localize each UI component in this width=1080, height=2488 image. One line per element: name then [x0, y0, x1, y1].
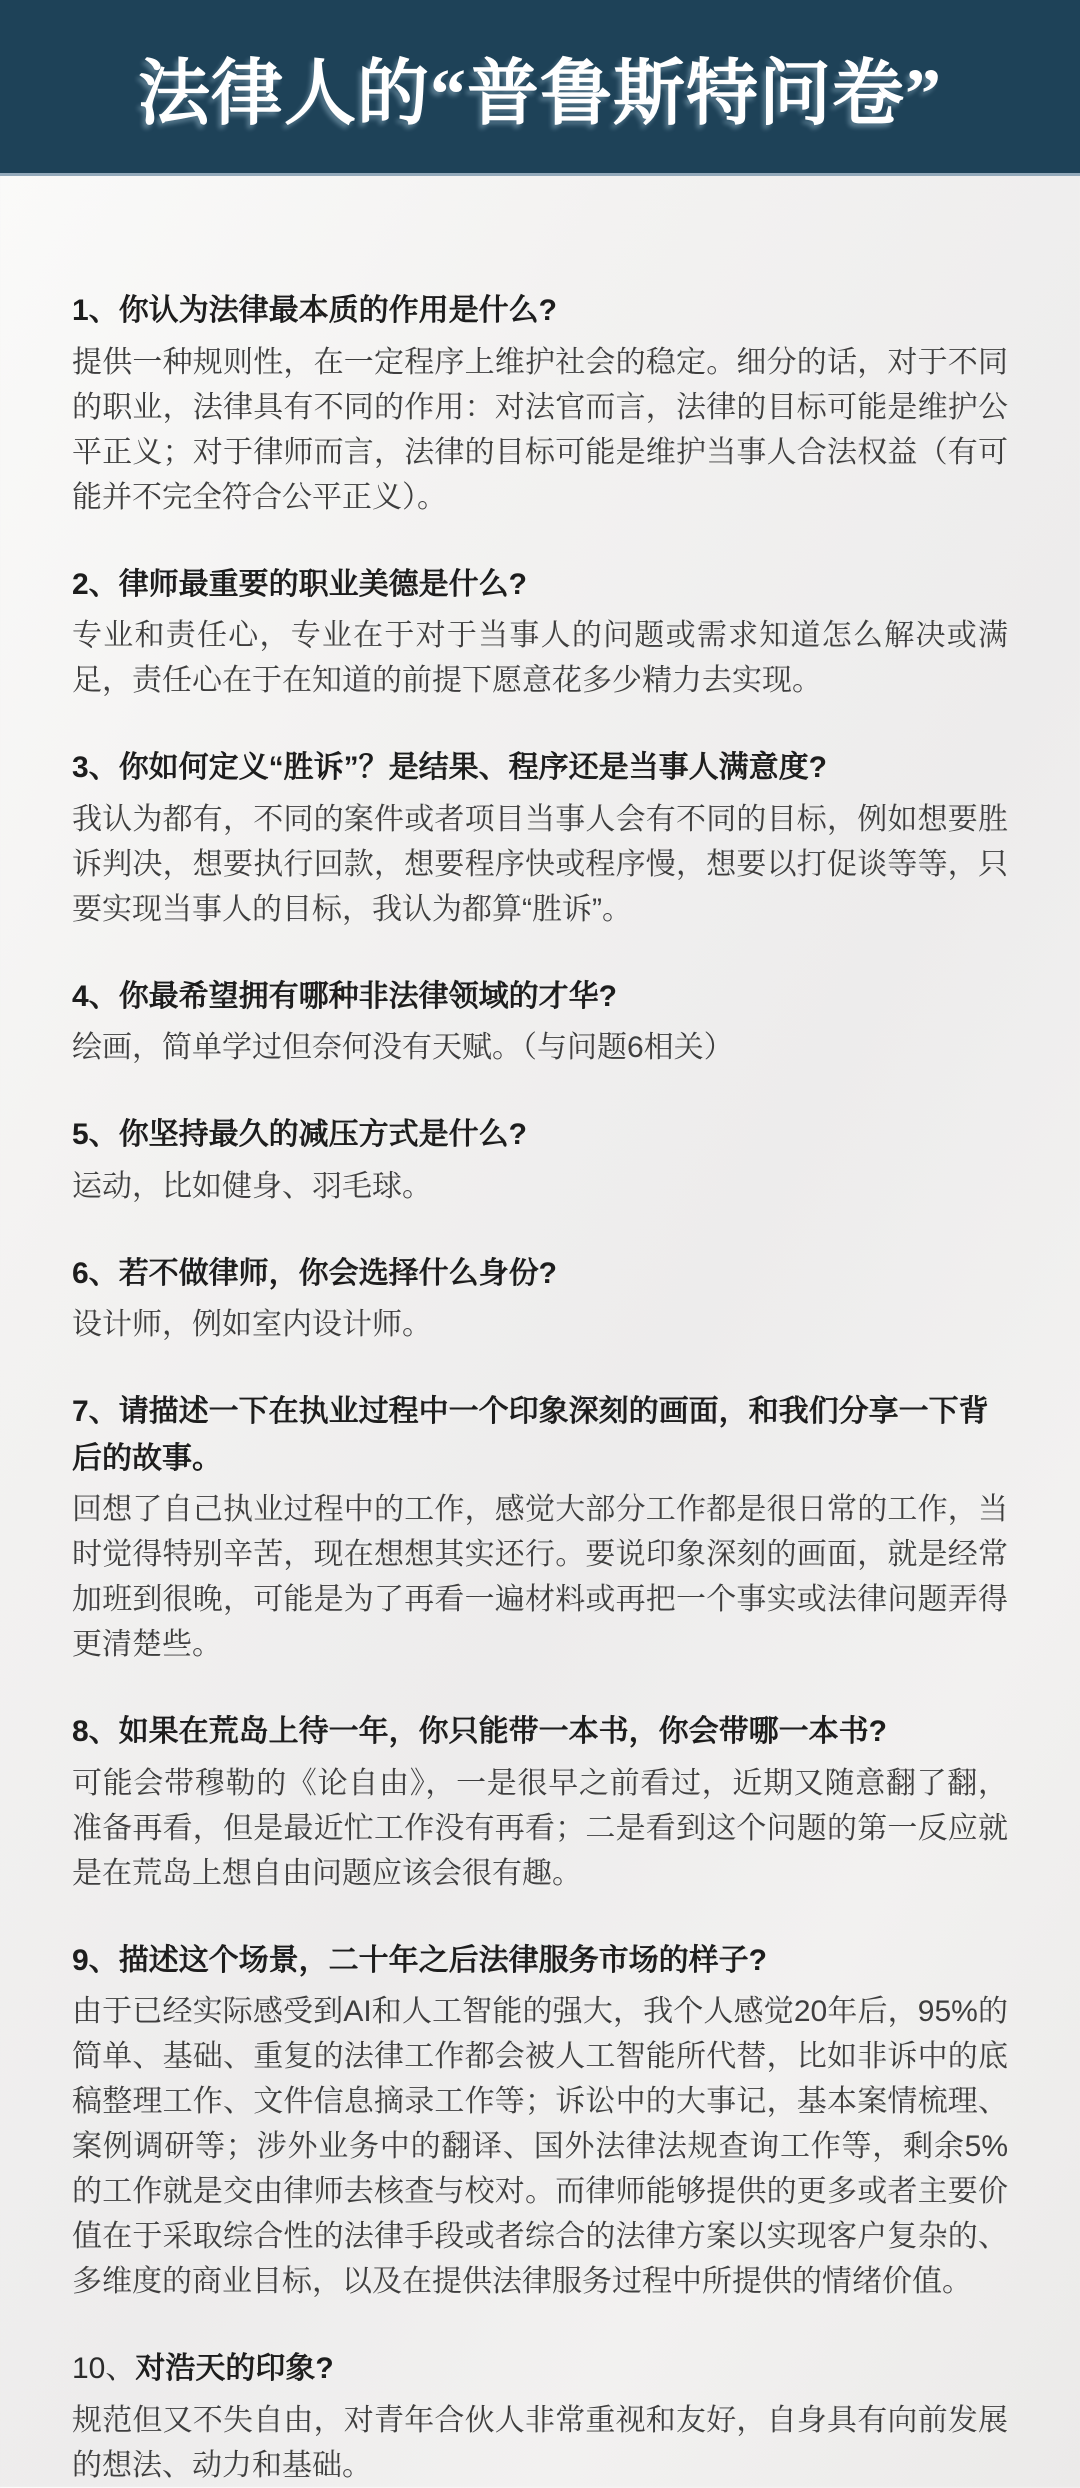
answer-text: 我认为都有，不同的案件或者项目当事人会有不同的目标，例如想要胜诉判决，想要执行回款，想要程序快或程序慢，想要以打促谈等等，只要实现当事人的目标，我认为都算“胜诉”。: [72, 802, 1008, 926]
question-heading: [72, 2346, 1008, 2393]
question-text: 你认为法律最本质的作用是什么?: [118, 294, 558, 327]
question-text: 若不做律师，你会选择什么身份?: [118, 1256, 558, 1290]
question-text: 请描述一下在执业过程中一个印象深刻的画面，和我们分享一下背后的故事。: [72, 1395, 989, 1475]
qa-item: [72, 1389, 1008, 1667]
question-heading: [72, 1709, 1008, 1756]
qa-item: [72, 974, 1008, 1071]
question-text: 描述这个场景，二十年之后法律服务市场的样子?: [118, 1943, 768, 1977]
answer-text: 设计师，例如室内设计师。: [72, 1308, 432, 1341]
answer-text: 规范但又不失自由，对青年合伙人非常重视和友好，自身具有向前发展的想法、动力和基础。: [72, 2403, 1008, 2482]
answer-text: 提供一种规则性，在一定程序上维护社会的稳定。细分的话，对于不同的职业，法律具有不同的作用：对法官而言，法律的目标可能是维护公平正义；对于律师而言，法律的目标可能是维护当事人合法权益（有可能并不完全符合公平正义）。: [72, 345, 1008, 514]
question-heading: [72, 562, 1008, 609]
answer-text: 专业和责任心，专业在于对于当事人的问题或需求知道怎么解决或满足，责任心在于在知道的前提下愿意花多少精力去实现。: [72, 619, 1008, 697]
question-number: 4、: [72, 979, 119, 1013]
answer-text: 可能会带穆勒的《论自由》，一是很早之前看过，近期又随意翻了翻，准备再看，但是最近忙工作没有再看；二是看到这个问题的第一反应就是在荒岛上想自由问题应该会很有趣。: [72, 1766, 1008, 1890]
question-number: 7、: [72, 1395, 119, 1428]
qa-item: [72, 562, 1008, 704]
question-heading: [72, 745, 1008, 792]
question-text: 对浩天的印象?: [135, 2352, 334, 2385]
question-text: 你坚持最久的减压方式是什么?: [118, 1118, 528, 1151]
question-text: 你最希望拥有哪种非法律领域的才华?: [118, 979, 618, 1013]
question-heading: [72, 1112, 1008, 1159]
question-heading: [72, 288, 1008, 335]
question-heading: [72, 1251, 1008, 1298]
header-band: [0, 0, 1080, 176]
question-number: 6、: [72, 1256, 119, 1290]
question-text: 你如何定义“胜诉”？是结果、程序还是当事人满意度?: [118, 751, 828, 784]
qa-item: [72, 1251, 1008, 1348]
question-text: 律师最重要的职业美德是什么?: [118, 567, 528, 601]
qa-item: [72, 1112, 1008, 1209]
answer-text: 由于已经实际感受到AI和人工智能的强大，我个人感觉20年后，95%的简单、基础、重复的法律工作都会被人工智能所代替，比如非诉中的底稿整理工作、文件信息摘录工作等；诉讼中的大事记，基本案情梳理、案例调研等；涉外业务中的翻译、国外法律法规查询工作等，剩余5%的工作就是交由律师去核查与校对。而律师能够提供的更多或者主要价值在于采取综合性的法律手段或者综合的法律方案以实现客户复杂的、多维度的商业目标，以及在提供法律服务过程中所提供的情绪价值。: [72, 1995, 1008, 2298]
page-title: 法律人的“普鲁斯特问卷”: [137, 53, 942, 134]
question-number: 1、: [72, 294, 119, 327]
question-heading: [72, 974, 1008, 1021]
question-number: 10、: [72, 2352, 136, 2385]
question-number: 5、: [72, 1118, 119, 1151]
qa-item: [72, 288, 1008, 520]
answer-text: 回想了自己执业过程中的工作，感觉大部分工作都是很日常的工作，当时觉得特别辛苦，现在想想其实还行。要说印象深刻的画面，就是经常加班到很晚，可能是为了再看一遍材料或再把一个事实或法律问题弄得更清楚些。: [72, 1493, 1008, 1661]
question-number: 9、: [72, 1943, 119, 1977]
qa-item: [72, 2346, 1008, 2488]
qa-item: [72, 1709, 1008, 1896]
question-number: 2、: [72, 567, 119, 601]
question-heading: [72, 1938, 1008, 1985]
answer-text: 绘画，简单学过但奈何没有天赋。（与问题6相关）: [72, 1031, 734, 1064]
qa-item: [72, 1938, 1008, 2305]
answer-text: 运动，比如健身、羽毛球。: [72, 1169, 432, 1203]
qa-list: [0, 176, 1080, 2488]
qa-item: [72, 745, 1008, 932]
question-number: 3、: [72, 751, 119, 784]
question-heading: [72, 1389, 1008, 1482]
question-text: 如果在荒岛上待一年，你只能带一本书，你会带哪一本书?: [118, 1715, 888, 1748]
question-number: 8、: [72, 1715, 119, 1748]
